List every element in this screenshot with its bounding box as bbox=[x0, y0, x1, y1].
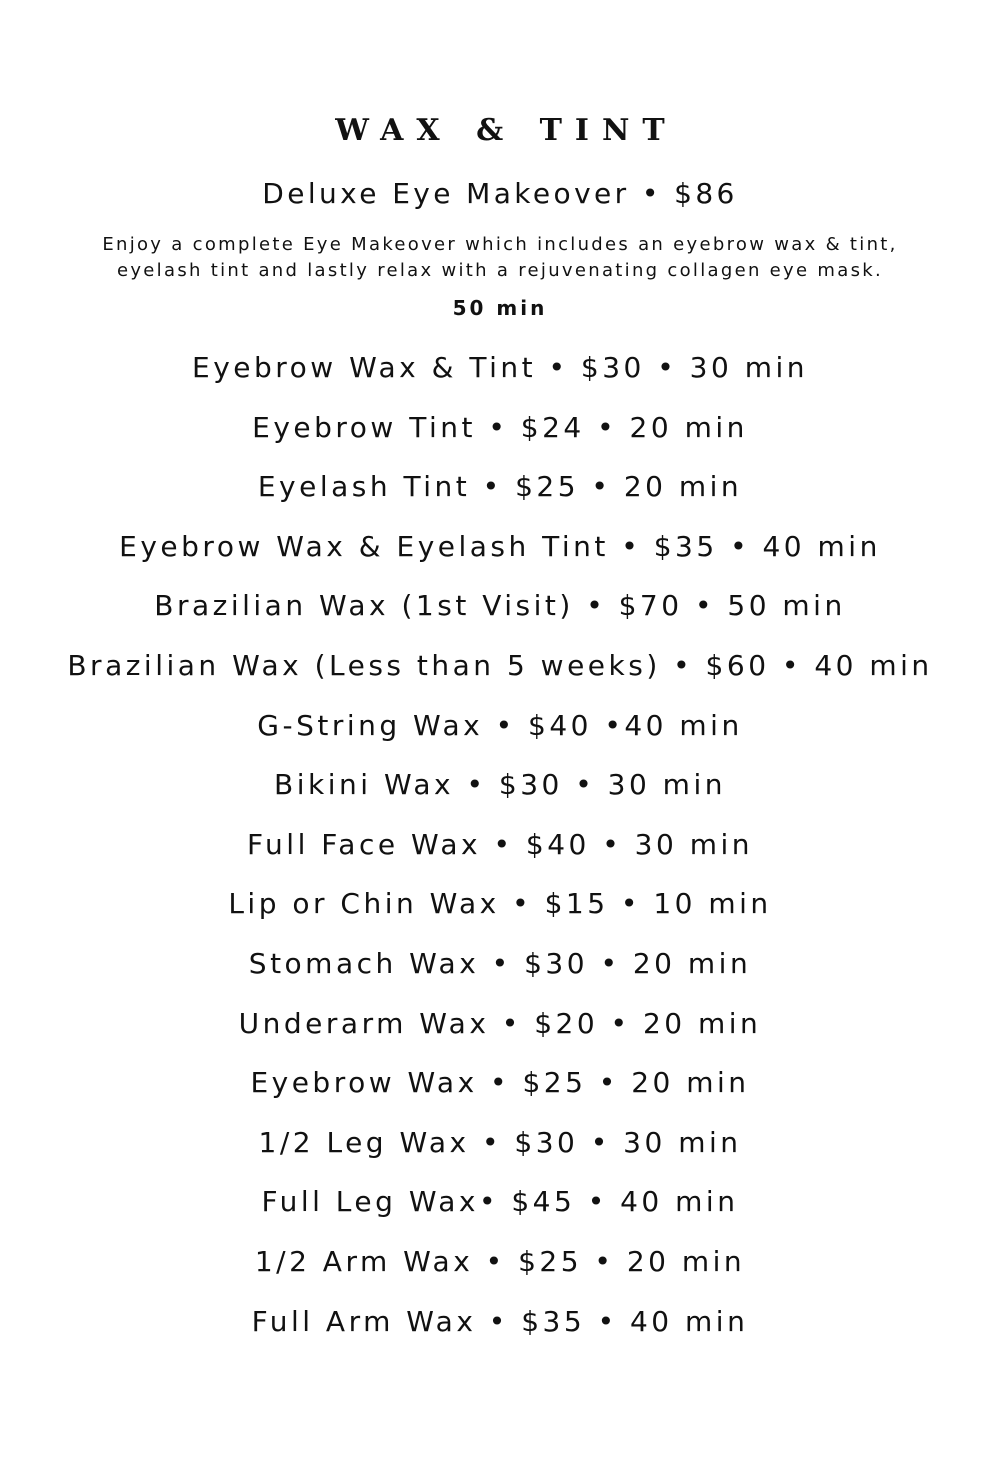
featured-service-description bbox=[60, 232, 940, 284]
service-item: Underarm Wax • $20 • 20 min bbox=[238, 1006, 762, 1040]
service-item: Full Arm Wax • $35 • 40 min bbox=[251, 1304, 749, 1338]
service-item: Eyebrow Wax & Eyelash Tint • $35 • 40 min bbox=[119, 529, 881, 563]
service-item: Eyelash Tint • $25 • 20 min bbox=[257, 470, 743, 504]
featured-service-duration: 50 min bbox=[452, 296, 548, 320]
service-item: 1/2 Leg Wax • $30 • 30 min bbox=[258, 1125, 742, 1159]
service-item: Eyebrow Wax & Tint • $30 • 30 min bbox=[192, 351, 808, 384]
service-item: Full Leg Wax• $45 • 40 min bbox=[261, 1185, 739, 1219]
description-line: eyelash tint and lastly relax with a rejuvenating collagen eye mask. bbox=[116, 260, 883, 281]
description-line: Enjoy a complete Eye Makeover which includes an eyebrow wax & tint, bbox=[102, 234, 898, 255]
service-item: Stomach Wax • $30 • 20 min bbox=[248, 946, 752, 980]
service-item: Eyebrow Wax • $25 • 20 min bbox=[250, 1066, 750, 1100]
service-item: Bikini Wax • $30 • 30 min bbox=[274, 768, 726, 802]
service-item: Brazilian Wax (1st Visit) • $70 • 50 min bbox=[154, 589, 846, 623]
service-item: Full Face Wax • $40 • 30 min bbox=[246, 827, 754, 861]
featured-service-title: Deluxe Eye Makeover • $86 bbox=[262, 177, 738, 210]
service-item: Lip or Chin Wax • $15 • 10 min bbox=[228, 887, 772, 921]
service-list bbox=[0, 348, 1000, 1361]
service-item: Brazilian Wax (Less than 5 weeks) • $60 • 40 min bbox=[67, 648, 933, 682]
section-title: WAX & TINT bbox=[335, 113, 678, 149]
service-item: Eyebrow Tint • $24 • 20 min bbox=[252, 410, 748, 444]
service-item: G-String Wax • $40 •40 min bbox=[257, 708, 743, 742]
service-item: 1/2 Arm Wax • $25 • 20 min bbox=[254, 1244, 746, 1278]
